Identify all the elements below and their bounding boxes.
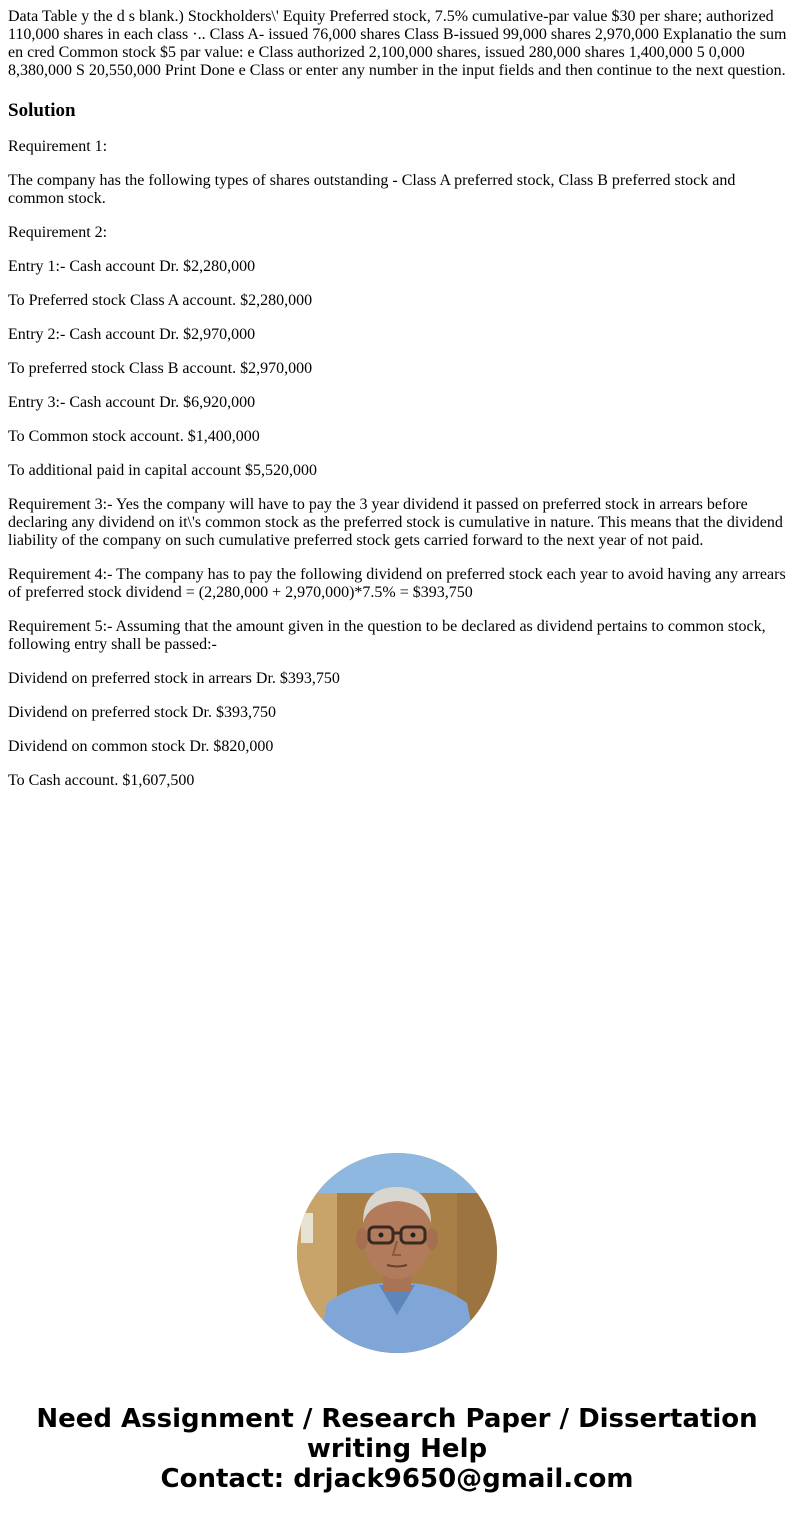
solution-paragraph: Entry 3:- Cash account Dr. $6,920,000 — [8, 394, 256, 411]
promo-banner — [0, 1404, 794, 1494]
solution-paragraph: Dividend on preferred stock in arrears Dr. $393,750 — [8, 670, 340, 687]
solution-paragraph: Entry 2:- Cash account Dr. $2,970,000 — [8, 326, 256, 343]
solution-paragraph: To preferred stock Class B account. $2,970,000 — [8, 360, 313, 377]
solution-paragraph: Requirement 2: — [8, 224, 108, 241]
solution-paragraph: To Common stock account. $1,400,000 — [8, 428, 260, 445]
promo-line: Need Assignment / Research Paper / Dissertation — [36, 1404, 758, 1434]
solution-paragraph: Dividend on common stock Dr. $820,000 — [8, 738, 274, 755]
solution-paragraph: Requirement 4:- The company has to pay the following dividend on preferred stock each year to avoid having any arrears of preferred stock dividend = (2,280,000 + 2,970,000)*7.5% = $393,750 — [8, 566, 786, 601]
solution-paragraph: Entry 1:- Cash account Dr. $2,280,000 — [8, 258, 256, 275]
solution-paragraph: Requirement 1: — [8, 138, 108, 155]
question-text: Data Table y the d s blank.) Stockholders\' Equity Preferred stock, 7.5% cumulative-par value $30 per share; authorized 110,000 shares in each class ·.. Class A- issued 76,000 shares Class B-issued 99,000 shares 2,970,000 Explanatio the sum en cred Common stock $5 par value: e Class authorized 2,100,000 shares, issued 280,000 shares 1,400,000 5 0,000 8,380,000 S 20,550,000 Print Done e Class or enter any number in the input fields and then continue to the next question. — [8, 8, 787, 79]
solution-paragraph: Requirement 3:- Yes the company will have to pay the 3 year dividend it passed on preferred stock in arrears before declaring any dividend on it\'s common stock as the preferred stock is cumulative in nature. This means that the dividend liability of the company on such cumulative preferred stock gets carried forward to the next year of not paid. — [8, 496, 783, 549]
solution-paragraph: Dividend on preferred stock Dr. $393,750 — [8, 704, 276, 721]
document-body — [8, 8, 788, 806]
tutor-portrait-image — [297, 1153, 497, 1353]
solution-paragraph: To additional paid in capital account $5,520,000 — [8, 462, 318, 479]
solution-paragraph: To Preferred stock Class A account. $2,280,000 — [8, 292, 313, 309]
promo-line: writing Help — [306, 1434, 488, 1464]
solution-heading: Solution — [8, 100, 76, 121]
solution-paragraph: The company has the following types of shares outstanding - Class A preferred stock, Class B preferred stock and common stock. — [8, 172, 736, 207]
tutor-avatar — [297, 1153, 497, 1353]
solution-paragraph: To Cash account. $1,607,500 — [8, 772, 195, 789]
solution-paragraph: Requirement 5:- Assuming that the amount given in the question to be declared as dividend pertains to common stock, following entry shall be passed:- — [8, 618, 766, 653]
promo-contact-line: Contact: drjack9650@gmail.com — [160, 1464, 634, 1494]
